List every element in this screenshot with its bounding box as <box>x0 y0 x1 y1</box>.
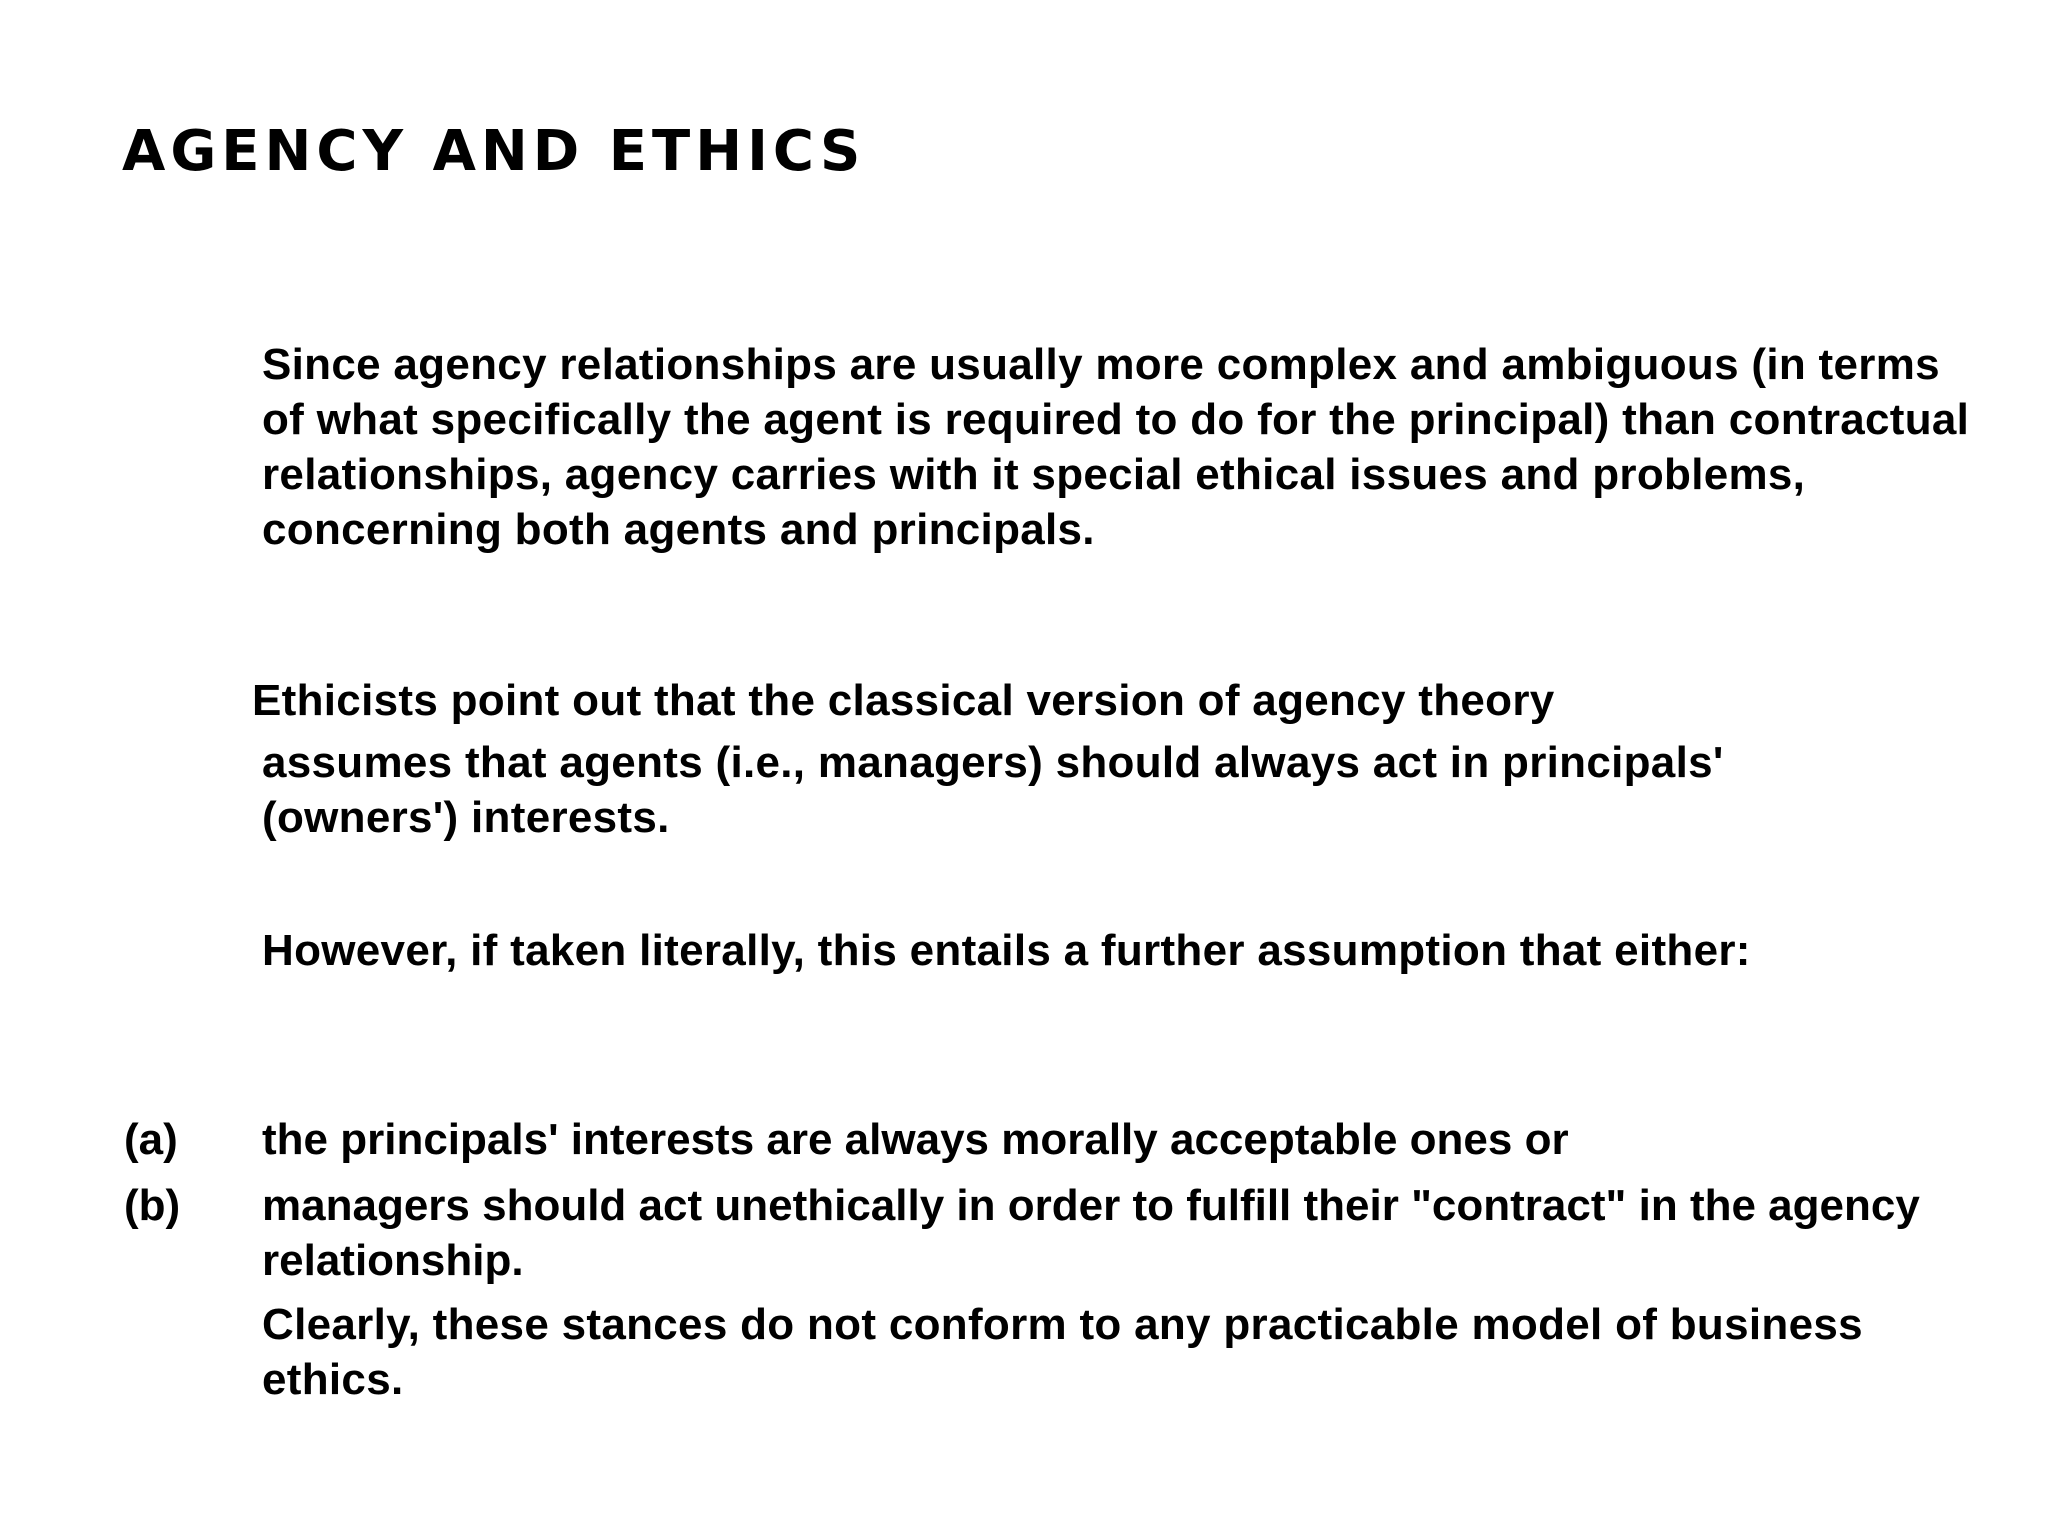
slide-title: AGENCY AND ETHICS <box>122 119 866 184</box>
paragraph-ethicists-first-line: Ethicists point out that the classical version of agency theory <box>252 676 1555 725</box>
paragraph-ethicists-continuation: assumes that agents (i.e., managers) should always act in principals' (owners') interests. <box>262 738 1724 842</box>
list-marker-b: (b) <box>124 1181 181 1230</box>
paragraph-conclusion: Clearly, these stances do not conform to any practicable model of business ethics. <box>262 1300 1863 1404</box>
paragraph-agency-complexity: Since agency relationships are usually more complex and ambiguous (in terms of what specifically the agent is required to do for the principal) than contractual relationships, agency carries with it special ethical issues and problems, concerning both agents and principals. <box>262 340 1970 554</box>
list-text-b: managers should act unethically in order to fulfill their "contract" in the agency relationship. <box>262 1181 1920 1285</box>
list-marker-a: (a) <box>124 1115 178 1164</box>
list-text-a: the principals' interests are always morally acceptable ones or <box>262 1115 1569 1164</box>
paragraph-further-assumption: However, if taken literally, this entails a further assumption that either: <box>262 926 1751 975</box>
